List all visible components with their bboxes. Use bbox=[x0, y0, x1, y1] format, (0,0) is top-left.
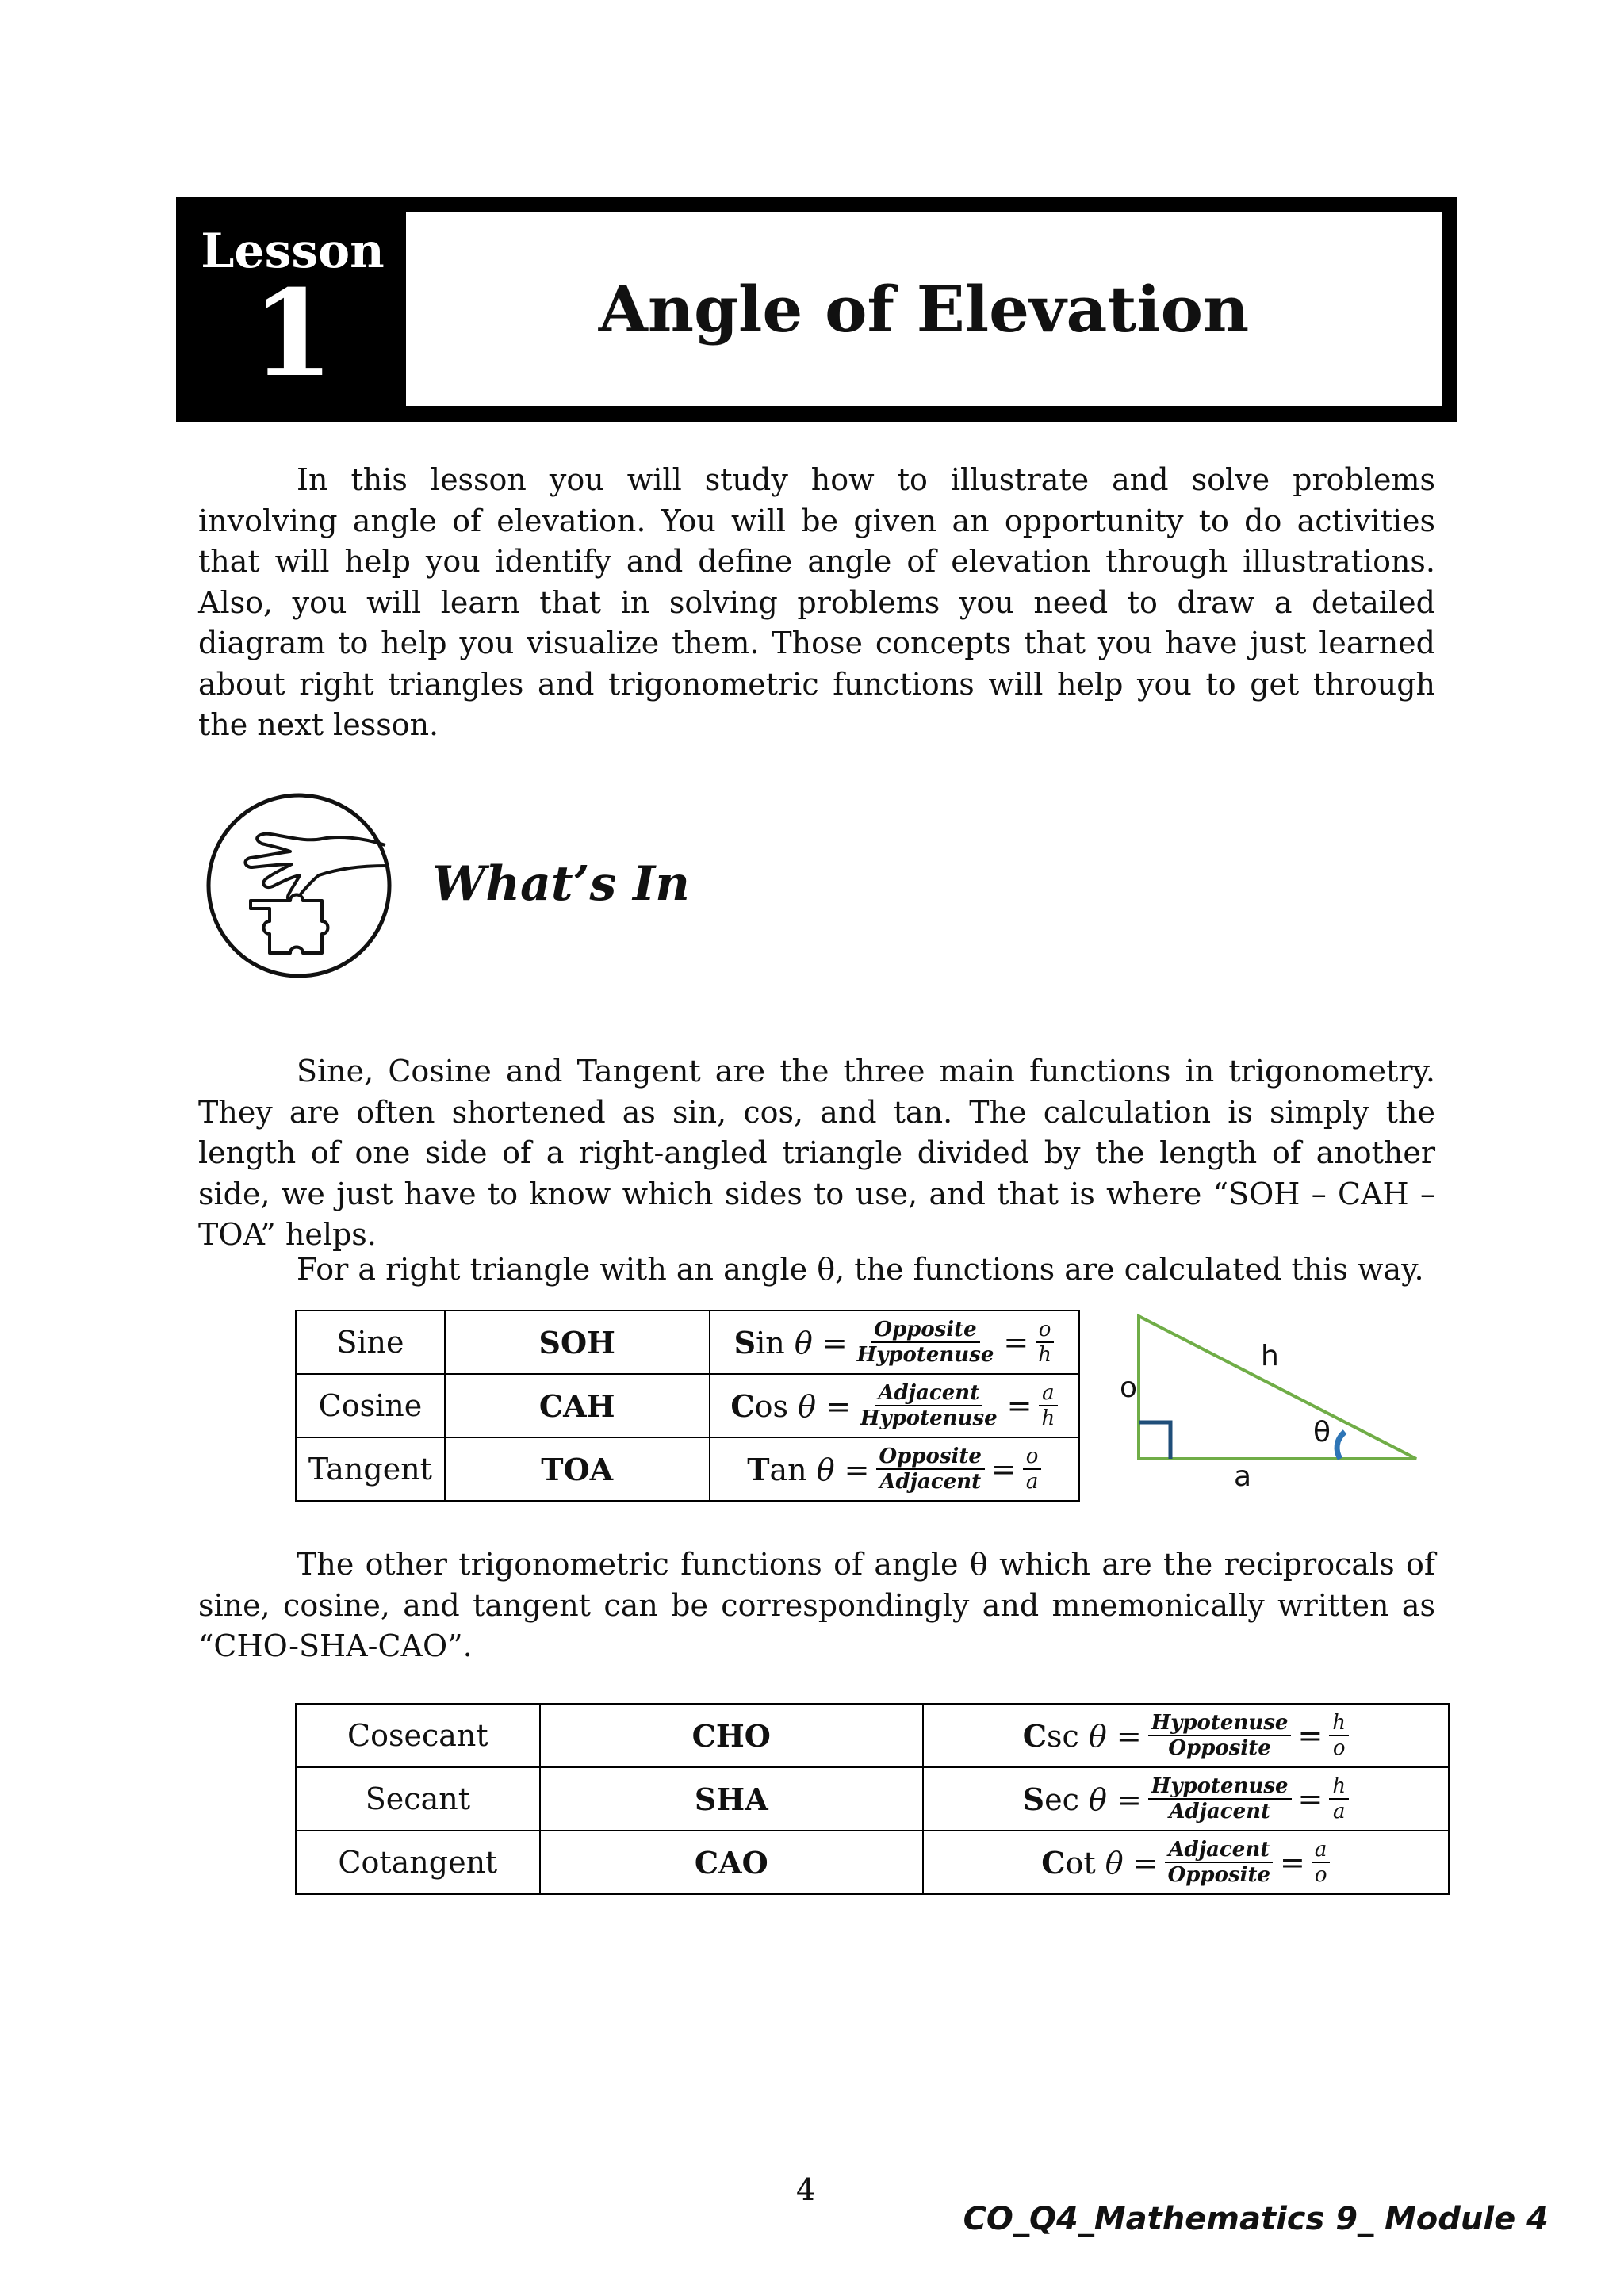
formula-numerator: Hypotenuse bbox=[1148, 1774, 1292, 1800]
formula-theta: θ bbox=[816, 1452, 835, 1487]
formula-numerator: Opposite bbox=[876, 1445, 985, 1470]
formula-short-numerator: o bbox=[1023, 1445, 1042, 1470]
formula-numerator: Opposite bbox=[871, 1318, 979, 1343]
formula-numerator: Adjacent bbox=[875, 1381, 982, 1406]
function-formula: Tan θ = $\frac{\text{Opposite}}{\text{Adjacent}}$ = $\frac{o}{a}$ bbox=[710, 1437, 1079, 1501]
intro-paragraph: In this lesson you will study how to illustrate and solve problems involving angle of elevation. You will be given an opportunity to do activities that will help you identify and define angle of elevation through illustrations. Also, you will learn that in solving problems you need to draw a detailed diagram to help you visualize them. Those concepts that you have just learned about right triangles and trigonometric functions will help you to get through the next lesson. bbox=[198, 462, 1435, 742]
lesson-title: Angle of Elevation bbox=[598, 272, 1250, 346]
table-row bbox=[296, 1704, 1449, 1767]
formula-rest: ot bbox=[1065, 1845, 1096, 1881]
right-triangle-sentence: For a right triangle with an angle θ, the functions are calculated this way. bbox=[297, 1252, 1424, 1287]
table-row bbox=[296, 1767, 1449, 1831]
function-formula: Csc θ = $\frac{\text{Hypotenuse}}{\text{Opposite}}$ = $\frac{h}{o}$ bbox=[923, 1704, 1449, 1767]
formula-initial: S bbox=[1022, 1781, 1045, 1817]
formula-denominator: Opposite bbox=[1167, 1863, 1271, 1887]
function-formula: Cot θ = $\frac{\text{Adjacent}}{\text{Opposite}}$ = $\frac{a}{o}$ bbox=[923, 1831, 1449, 1894]
formula-short-numerator: h bbox=[1329, 1774, 1349, 1800]
function-name: Cosine bbox=[296, 1374, 445, 1437]
formula-initial: T bbox=[747, 1451, 770, 1487]
function-name: Tangent bbox=[296, 1437, 445, 1501]
formula-theta: θ bbox=[794, 1325, 813, 1360]
formula-short-denominator: h bbox=[1041, 1406, 1055, 1430]
table-row bbox=[296, 1831, 1449, 1894]
table-row bbox=[296, 1437, 1079, 1501]
formula-initial: C bbox=[730, 1387, 755, 1424]
puzzle-hand-icon bbox=[203, 790, 395, 982]
function-name: Cosecant bbox=[296, 1704, 540, 1767]
formula-numerator: Hypotenuse bbox=[1148, 1711, 1292, 1736]
function-name: Secant bbox=[296, 1767, 540, 1831]
whats-in-paragraph: Sine, Cosine and Tangent are the three main functions in trigonometry. They are often shortened as sin, cos, and tan. The calculation is simply the length of one side of a right-angled triangle divided by the length of another side, we just have to know which sides to use, and that is where “SOH – CAH – TOA” helps. bbox=[198, 1054, 1435, 1252]
formula-short-denominator: o bbox=[1332, 1736, 1346, 1760]
right-angle-marker bbox=[1139, 1422, 1170, 1459]
angle-arc bbox=[1337, 1432, 1345, 1459]
formula-rest: sc bbox=[1047, 1718, 1079, 1754]
label-angle: θ bbox=[1313, 1416, 1331, 1448]
formula-denominator: Adjacent bbox=[1169, 1800, 1271, 1823]
function-formula: Sec θ = $\frac{\text{Hypotenuse}}{\text{Adjacent}}$ = $\frac{h}{a}$ bbox=[923, 1767, 1449, 1831]
trig-functions-table bbox=[295, 1310, 1080, 1502]
function-mnemonic: SOH bbox=[445, 1311, 710, 1374]
formula-short-numerator: a bbox=[1312, 1838, 1331, 1863]
formula-short-denominator: a bbox=[1332, 1800, 1346, 1823]
formula-short-denominator: h bbox=[1038, 1343, 1051, 1367]
formula-theta: θ bbox=[1088, 1718, 1107, 1754]
function-mnemonic: SHA bbox=[540, 1767, 923, 1831]
formula-short-denominator: o bbox=[1314, 1863, 1327, 1887]
right-triangle-diagram bbox=[1105, 1305, 1423, 1495]
triangle-shape bbox=[1139, 1316, 1416, 1459]
formula-short-numerator: o bbox=[1036, 1318, 1055, 1343]
section-heading: What’s In bbox=[432, 856, 690, 912]
formula-short-numerator: h bbox=[1329, 1711, 1349, 1736]
formula-denominator: Adjacent bbox=[879, 1470, 982, 1494]
formula-denominator: Hypotenuse bbox=[860, 1406, 998, 1430]
function-formula: Sin θ = $\frac{\text{Opposite}}{\text{Hypotenuse}}$ = $\frac{o}{h}$ bbox=[710, 1311, 1079, 1374]
formula-denominator: Opposite bbox=[1168, 1736, 1271, 1760]
function-name: Sine bbox=[296, 1311, 445, 1374]
reciprocal-functions-table bbox=[295, 1703, 1450, 1895]
function-name: Cotangent bbox=[296, 1831, 540, 1894]
module-code: CO_Q4_Mathematics 9_ Module 4 bbox=[963, 2201, 1549, 2237]
formula-initial: C bbox=[1041, 1844, 1066, 1881]
lesson-header bbox=[176, 197, 1457, 422]
formula-initial: C bbox=[1022, 1717, 1047, 1754]
label-adjacent: a bbox=[1234, 1460, 1252, 1493]
formula-short-numerator: a bbox=[1039, 1381, 1058, 1406]
lesson-label: Lesson bbox=[201, 224, 385, 279]
formula-theta: θ bbox=[1088, 1781, 1107, 1817]
reciprocal-paragraph: The other trigonometric functions of angle θ which are the reciprocals of sine, cosine, and tangent can be correspondingly and mnemonically written as “CHO-SHA-CAO”. bbox=[198, 1547, 1435, 1663]
formula-theta: θ bbox=[1105, 1845, 1124, 1881]
lesson-number: 1 bbox=[251, 264, 335, 404]
function-formula: Cos θ = $\frac{\text{Adjacent}}{\text{Hypotenuse}}$ = $\frac{a}{h}$ bbox=[710, 1374, 1079, 1437]
formula-theta: θ bbox=[798, 1388, 816, 1424]
formula-rest: an bbox=[769, 1452, 807, 1487]
function-mnemonic: CAH bbox=[445, 1374, 710, 1437]
formula-denominator: Hypotenuse bbox=[856, 1343, 994, 1367]
function-mnemonic: CHO bbox=[540, 1704, 923, 1767]
table-row bbox=[296, 1374, 1079, 1437]
formula-initial: S bbox=[733, 1324, 756, 1360]
page-number: 4 bbox=[796, 2172, 816, 2207]
formula-rest: ec bbox=[1044, 1781, 1079, 1817]
label-hypotenuse: h bbox=[1261, 1340, 1279, 1372]
lesson-badge bbox=[189, 209, 396, 409]
formula-numerator: Adjacent bbox=[1165, 1838, 1273, 1863]
function-mnemonic: TOA bbox=[445, 1437, 710, 1501]
lesson-title-box bbox=[403, 209, 1445, 409]
formula-short-denominator: a bbox=[1025, 1470, 1039, 1494]
table-row bbox=[296, 1311, 1079, 1374]
function-mnemonic: CAO bbox=[540, 1831, 923, 1894]
formula-rest: in bbox=[756, 1325, 785, 1360]
formula-rest: os bbox=[754, 1388, 789, 1424]
label-opposite: o bbox=[1120, 1372, 1138, 1404]
